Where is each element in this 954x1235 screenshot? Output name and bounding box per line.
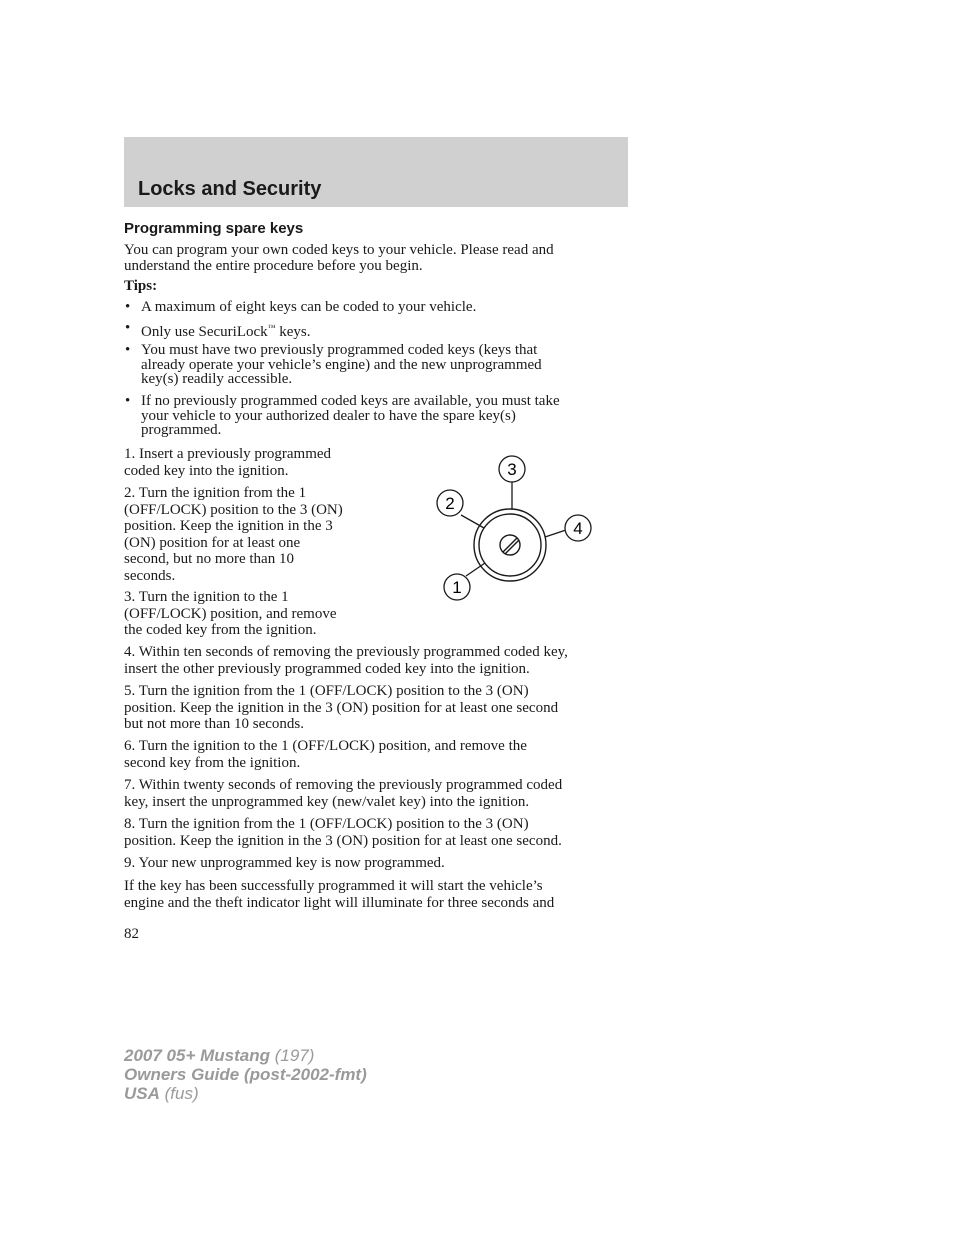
step-6	[124, 738, 527, 771]
footer-guide: Owners Guide (post-2002-fmt)	[124, 1065, 367, 1084]
tips-label: Tips:	[124, 278, 158, 294]
step-line: 8. Turn the ignition from the 1 (OFF/LOCK) position to the 3 (ON)	[124, 816, 529, 832]
ignition-diagram	[430, 450, 600, 610]
step-line: 9. Your new unprogrammed key is now programmed.	[124, 855, 445, 871]
position-label-1	[444, 574, 470, 600]
step-line: 3. Turn the ignition to the 1	[124, 589, 289, 605]
tip-line: Only use SecuriLock	[141, 324, 268, 340]
intro-line: understand the entire procedure before you begin.	[124, 257, 423, 274]
step-line: 4. Within ten seconds of removing the previously programmed coded key,	[124, 644, 568, 660]
tip-line: already operate your vehicle’s engine) and the new unprogrammed	[141, 356, 542, 373]
step-2	[124, 485, 343, 585]
svg-text:3: 3	[507, 460, 517, 479]
step-line: 2. Turn the ignition from the 1	[124, 485, 307, 501]
ignition-cylinder	[474, 509, 546, 581]
step-line: position. Keep the ignition in the 3 (ON) position for at least one second	[124, 699, 559, 716]
tip-line: key(s) readily accessible.	[141, 371, 293, 387]
step-7	[124, 777, 562, 810]
bullet-icon: •	[125, 342, 131, 358]
tip-item	[141, 321, 310, 340]
step-line: 7. Within twenty seconds of removing the previously programmed coded	[124, 777, 563, 793]
document-footer	[124, 1046, 367, 1103]
step-line: position. Keep the ignition in the 3	[124, 518, 333, 535]
footer-market-code: (fus)	[164, 1084, 199, 1103]
tip-line: If no previously programmed coded keys are available, you must take	[141, 393, 560, 409]
step-line: (OFF/LOCK) position, and remove	[124, 605, 337, 622]
bullet-icon: •	[125, 320, 131, 336]
closing-line: If the key has been successfully programmed it will start the vehicle’s	[124, 878, 543, 894]
intro-paragraph	[124, 243, 554, 274]
bullet-icon: •	[125, 299, 131, 315]
footer-model: 2007 05+ Mustang	[124, 1046, 270, 1065]
step-line: coded key into the ignition.	[124, 462, 289, 479]
position-label-2	[437, 490, 463, 516]
step-8	[124, 816, 562, 849]
tip-line: keys.	[279, 324, 311, 340]
intro-line: You can program your own coded keys to your vehicle. Please read and	[124, 242, 554, 258]
step-line: but not more than 10 seconds.	[124, 716, 304, 733]
step-line: insert the other previously programmed coded key into the ignition.	[124, 660, 530, 677]
step-1	[124, 446, 331, 479]
svg-text:2: 2	[445, 494, 455, 513]
closing-line: engine and the theft indicator light will illuminate for three seconds and	[124, 894, 555, 911]
step-line: 5. Turn the ignition from the 1 (OFF/LOCK) position to the 3 (ON)	[124, 683, 529, 699]
tip-item	[141, 300, 476, 315]
step-line: 6. Turn the ignition to the 1 (OFF/LOCK) position, and remove the	[124, 738, 527, 754]
step-line: the coded key from the ignition.	[124, 622, 317, 639]
step-3	[124, 589, 336, 639]
position-label-3	[499, 456, 525, 482]
section-header-band	[124, 137, 628, 207]
step-5	[124, 683, 558, 733]
closing-paragraph	[124, 878, 554, 911]
tip-line: programmed.	[141, 422, 222, 438]
step-4	[124, 644, 568, 677]
svg-text:1: 1	[452, 578, 462, 597]
tip-item	[141, 343, 542, 387]
step-line: second, but no more than 10	[124, 551, 294, 568]
tip-line: You must have two previously programmed coded keys (keys that	[141, 342, 538, 358]
footer-market: USA	[124, 1084, 160, 1103]
position-label-4	[565, 515, 591, 541]
tip-line: your vehicle to your authorized dealer to have the spare key(s)	[141, 407, 516, 424]
bullet-icon: •	[125, 393, 131, 409]
step-9	[124, 855, 445, 872]
step-line: key, insert the unprogrammed key (new/valet key) into the ignition.	[124, 793, 530, 810]
trademark-mark: ™	[267, 323, 276, 332]
step-line: second key from the ignition.	[124, 754, 301, 771]
section-title: Programming spare keys	[124, 220, 304, 237]
tip-line: A maximum of eight keys can be coded to your vehicle.	[141, 299, 477, 315]
step-line: (OFF/LOCK) position to the 3 (ON)	[124, 501, 343, 518]
svg-text:4: 4	[573, 519, 583, 538]
chapter-title: Locks and Security	[138, 178, 322, 200]
footer-model-code: (197)	[274, 1046, 315, 1065]
step-line: seconds.	[124, 567, 176, 584]
step-line: (ON) position for at least one	[124, 534, 301, 551]
page-number: 82	[124, 926, 139, 942]
tip-item	[141, 394, 560, 438]
step-line: position. Keep the ignition in the 3 (ON) position for at least one second.	[124, 832, 562, 849]
step-line: 1. Insert a previously programmed	[124, 446, 332, 462]
